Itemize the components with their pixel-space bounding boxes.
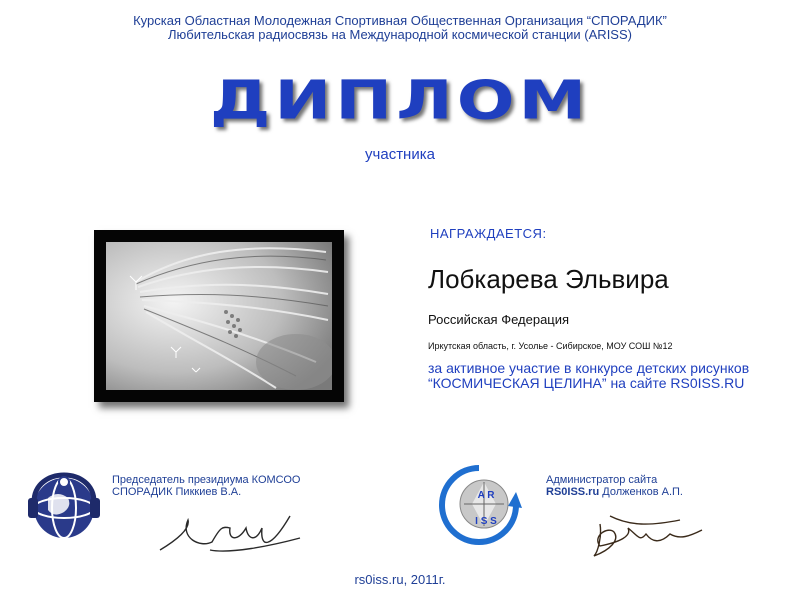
- recipient-school: Иркутская область, г. Усолье - Сибирское, МОУ СОШ №12: [428, 341, 673, 351]
- diploma-title: ДИПЛОМ: [209, 70, 591, 132]
- signatory-left-name: СПОРАДИК Пиккиев В.А.: [112, 486, 242, 498]
- drawing-image: [106, 242, 332, 390]
- organization-name: Курская Областная Молодежная Спортивная Общественная Организация “СПОРАДИК”: [133, 13, 667, 28]
- diploma-subtitle: участника: [365, 146, 435, 163]
- ariss-logo: [436, 462, 522, 553]
- award-label: НАГРАЖДАЕТСЯ:: [430, 226, 547, 241]
- organization-subtitle: Любительская радиосвязь на Международной космической станции (ARISS): [168, 27, 632, 42]
- drawing-frame: [94, 230, 344, 402]
- globe-headphones-logo-icon: [26, 462, 102, 546]
- signatory-right-name: Долженков А.П.: [602, 486, 683, 498]
- sporadik-logo: [26, 462, 102, 551]
- signatory-right-site: RS0ISS.ru: [546, 486, 600, 498]
- signature-right: [580, 506, 710, 571]
- award-reason: за активное участие в конкурсе детских рисунков “КОСМИЧЕСКАЯ ЦЕЛИНА” на сайте RS0ISS.RU: [428, 360, 750, 391]
- recipient-country: Российская Федерация: [428, 312, 570, 327]
- signature-left: [150, 498, 310, 573]
- signatory-right-title: Администратор сайта: [546, 474, 658, 486]
- signatory-left-title: Председатель президиума КОМСОО: [112, 474, 301, 486]
- ariss-logo-icon: [436, 462, 522, 548]
- ariss-logo-text-top: A R: [477, 490, 495, 501]
- signatory-right-name-line: [546, 486, 786, 498]
- footer-site-year: rs0iss.ru, 2011г.: [354, 572, 446, 587]
- ariss-logo-text-bottom: I S S: [475, 516, 497, 527]
- recipient-name: Лобкарева Эльвира: [428, 264, 669, 294]
- signatory-left: [112, 474, 392, 498]
- signatory-right: [546, 474, 786, 498]
